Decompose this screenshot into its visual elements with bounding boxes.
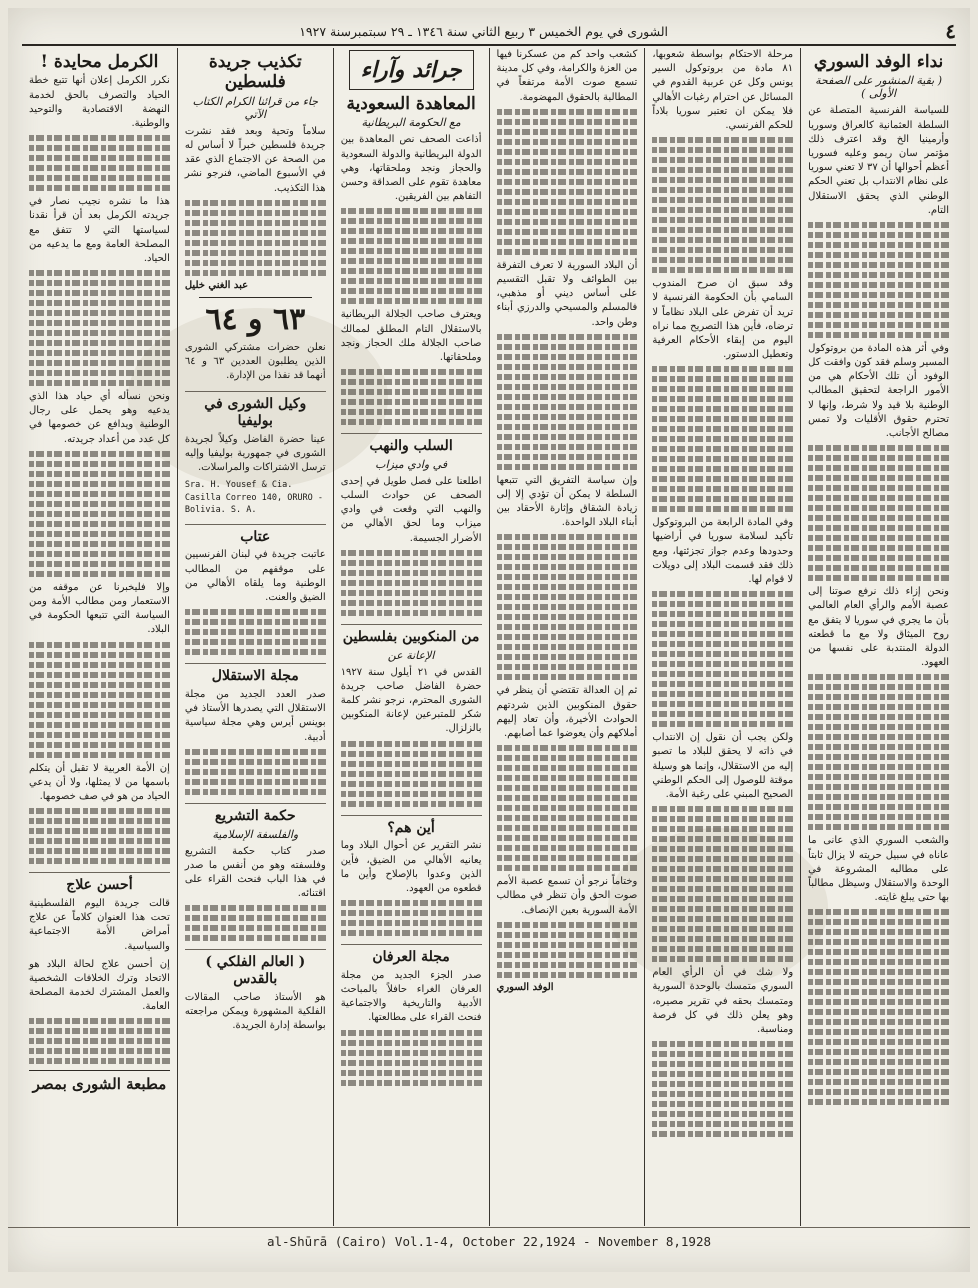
- article-title: تكذيب جريدة فلسطين: [208, 52, 302, 93]
- page-number: ٤: [945, 19, 956, 43]
- text-block: [341, 208, 482, 304]
- article-title: عتاب: [185, 524, 326, 546]
- article-title: من المنكوبين بفلسطين: [341, 624, 482, 646]
- article-paragraph: وفي المادة الرابعة من البروتوكول تأكيد لسلامة سوريا في أراضيها وحدودها وعدم جواز تجزئتها، ومع ذلك فقد قسمت البلاد إلى دويلات لا قوام لها.: [652, 517, 794, 585]
- article-title: أحسن علاج: [29, 872, 170, 894]
- column-3: [489, 48, 645, 1226]
- article-paragraph: وإلا فليخبرنا عن موقفه من الاستعمار ومن مطالب الأمة ومن السياسة التي تتبعها الحكومة في البلاد.: [29, 581, 170, 636]
- article-subtitle: ( بقية المنشور على الصفحة الأولى ): [815, 74, 943, 101]
- article-paragraph: وختاماً نرجو أن تسمع عصبة الأمم صوت الحق وأن تنظر في مطالب الأمة السورية بعين الإنصاف.: [496, 876, 638, 916]
- article-title: الكرمل محايدة !: [40, 52, 159, 72]
- text-block: [808, 674, 949, 830]
- article-title: حكمة التشريع: [185, 803, 326, 825]
- text-block: [29, 1018, 170, 1064]
- article-paragraph: صدر الجزء الجديد من مجلة العرفان الغراء حافلاً بالمباحث الأدبية والتاريخية والاجتماعية فنحث القراء على مطالعتها.: [340, 969, 482, 1024]
- column-1: [800, 48, 956, 1226]
- article-title: مجلة الاستقلال: [185, 663, 326, 685]
- text-block: [29, 270, 170, 386]
- article-subtitle: الإعانة عن: [387, 648, 435, 662]
- text-block: [652, 1041, 793, 1137]
- text-block: [497, 109, 638, 255]
- article-title: السلب والنهب: [341, 433, 482, 455]
- text-block: [808, 445, 949, 581]
- text-block: [652, 591, 793, 727]
- article-paragraph: ويعترف صاحب الجلالة البريطانية بالاستقلال التام المطلق لممالك صاحب الجلالة ملك الحجاز ونجد وملحقاتها.: [340, 309, 482, 363]
- article-paragraph: أن البلاد السورية لا تعرف التفرقة بين الطوائف ولا تقبل التقسيم على أساس ديني أو مذهبي، فالمسلم والمسيحي والدرزي أبناء وطن واحد.: [496, 259, 638, 328]
- text-block: [29, 808, 170, 864]
- masthead: [22, 18, 956, 46]
- text-block: [29, 642, 170, 758]
- article-title: نداء الوفد السوري: [813, 52, 944, 72]
- text-block: [185, 609, 326, 655]
- text-block: [497, 534, 638, 680]
- article-subtitle: جاء من قرائنا الكرام الكتاب الآتي: [192, 94, 319, 121]
- article-paragraph: عاتبت جريدة في لبنان الفرنسيين على موقفهم من المطالب الوطنية وما يلقاه الأهالي من الضيق والعنت.: [184, 549, 326, 603]
- text-block: [341, 741, 482, 807]
- article-paragraph: أذاعت الصحف نص المعاهدة بين الدولة البريطانية والدولة السعودية والحجاز ونجد وملحقاتها، وهي معاهدة تقوم على الصداقة وحسن التفاهم بين الفريقين.: [340, 134, 482, 203]
- article-title: مجلة العرفان: [341, 944, 482, 966]
- column-5: [177, 48, 333, 1226]
- text-block: [341, 900, 482, 936]
- article-paragraph: ولكن يجب أن نقول إن الانتداب في ذاته لا يحقق للبلاد ما تصبو إليه من الاستقلال، وإنما هو وسيلة موقتة للوصول إلى الحكم الوطني الصحيح المبني على رغبة الأمة.: [652, 732, 794, 800]
- article-paragraph: هذا ما نشره نجيب نصار في جريدته الكرمل بعد أن قرأ نقدنا لسياستها التي لا تتفق مع المصلحة العامة ومع ما يدعيه من الحياد.: [29, 196, 170, 264]
- article-paragraph: نعلن حضرات مشتركي الشورى الذين يطلبون العددين ٦٣ و ٦٤ أنهما قد نفذا من الإدارة.: [184, 341, 326, 382]
- article-subtitle: مع الحكومة البريطانية: [361, 116, 461, 130]
- article-title: أين هم؟: [341, 815, 482, 837]
- newspaper-page: [8, 8, 970, 1272]
- article-paragraph: قالت جريدة اليوم الفلسطينية تحت هذا العنوان كلاماً عن علاج أمراض الأمة الاجتماعية والسياسية.: [29, 897, 170, 952]
- printer-imprint: مطبعة الشورى بمصر: [29, 1070, 170, 1093]
- text-block: [808, 909, 949, 1105]
- article-paragraph: صدر كتاب حكمة التشريع وفلسفته وهو من أنفس ما صدر في هذا الباب فنحث القراء على اقتنائه.: [184, 845, 326, 900]
- divider: [199, 297, 312, 298]
- text-block: [185, 905, 326, 941]
- archive-footer: al-Shūrā (Cairo) Vol.1-4, October 22,1924 - November 8,1928: [8, 1227, 970, 1258]
- column-6: [22, 48, 177, 1226]
- text-block: [341, 1030, 482, 1086]
- text-block: [497, 922, 638, 978]
- article-paragraph: نشر التقرير عن أحوال البلاد وما يعانيه الأهالي من الضيق، فأين الذين وعدوا بالإصلاح وأين ما قطعوه من العهود.: [340, 840, 482, 894]
- article-paragraph: ثم إن العدالة تقتضي أن ينظر في حقوق المنكوبين الذين شردتهم الحوادث الأخيرة، وأن تعاد إليهم أملاكهم وأن يعوضوا عما أصابهم.: [496, 685, 638, 739]
- article-paragraph: كشعب واحد كم من عسكرنا فيها من العزة والكرامة، وفي كل مدينة تسمع صوت الأمة مرتفعاً في المطالبة بالحقوق المهضومة.: [496, 49, 638, 103]
- article-paragraph: للسياسة الفرنسية المتصلة عن السلطة العثمانية كالعراق وسوريا وأرمينيا الخ وقد اعترف ذلك مؤتمر سان ريمو وعليه فسوريا أعظم أحوالها أن ٣٧ لا تعني سوريا على نظام الانتداب بل تعني الحكم الوطني الذي يحقق الاستقلال التام.: [808, 105, 950, 216]
- article-paragraph: إن أحسن علاج لحالة البلاد هو الاتحاد وترك الخلافات الشخصية والعمل المشترك لخدمة المصلحة العامة.: [29, 958, 170, 1013]
- section-logo: جرائد وآراء: [349, 50, 474, 90]
- column-2: [644, 48, 800, 1226]
- text-block: [652, 366, 793, 512]
- article-paragraph: سلاماً وتحية وبعد فقد نشرت جريدة فلسطين خبراً لا أساس له من الصحة عن الاجتماع الذي عقد في الأسبوع الماضي، فنرجو نشر هذا التكذيب.: [184, 125, 326, 194]
- article-signature: عبد الغني خليل: [184, 279, 249, 291]
- article-title: ( العالم الفلكي ) بالقدس: [185, 949, 326, 988]
- text-block: [341, 369, 482, 425]
- text-block: [652, 806, 793, 962]
- article-paragraph: هو الأستاذ صاحب المقالات الفلكية المشهورة ويمكن مراجعته بواسطة إدارة الجريدة.: [184, 991, 326, 1032]
- text-block: [185, 749, 326, 795]
- issue-date-line: الشورى في يوم الخميس ٣ ربيع الثاني سنة ١٣٤٦ ـ ٢٩ سبتمبرسنة ١٩٢٧: [299, 23, 669, 39]
- text-block: [29, 451, 170, 577]
- text-block: [341, 550, 482, 616]
- article-paragraph: وفي أثر هذه المادة من بروتوكول المسير وسلم فقد كون وافقت كل الوفود أن تلك الأحكام هي من الأمور الراجعة لتحقيق المطالب الوطنية بلا قيد ولا شرط، وإنها لا تحترم حقوق الأقليات ولا تمس مصالح الأجانب.: [808, 342, 949, 440]
- text-block: [497, 745, 638, 871]
- agent-address: Sra. H. Yousef & Cia. Casilla Correo 140, ORURO - Bolivia. S. A.: [184, 480, 324, 515]
- article-paragraph: والشعب السوري الذي عانى ما عاناه في سبيل حريته لا يزال ثابتاً على مطالبه المشروعة في الوحدة والاستقلال وسيظل مطالباً بها حتى يبلغ غايته.: [808, 835, 949, 904]
- text-block: [497, 334, 638, 470]
- article-paragraph: ونحن نسأله أي حياد هذا الذي يدعيه وهو يحمل على رجال الوطنية ويدافع عن خصومها في كل عدد من أعداد جريدته.: [29, 391, 170, 445]
- text-block: [29, 135, 170, 191]
- article-paragraph: نكرر الكرمل إعلان أنها تتبع خطة الحياد والتصرف بالحق لخدمة النهضة الاقتصادية والتوحيد والوطنية.: [29, 75, 170, 129]
- text-block: [652, 137, 793, 273]
- article-paragraph: ونحن إزاء ذلك نرفع صوتنا إلى عصبة الأمم والرأي العام العالمي بأن ما يجري في سوريا لا يتفق مع روح الميثاق ولا مع ما قطعته الدولة المنتدبة على نفسها من العهود.: [808, 586, 949, 669]
- article-paragraph: صدر العدد الجديد من مجلة الاستقلال التي يصدرها الأستاذ في بوينس أيرس وهي مجلة سياسية أدبية.: [184, 688, 326, 743]
- article-paragraph: عينا حضرة الفاضل وكيلاً لجريدة الشورى في جمهورية بوليفيا وإليه ترسل الاشتراكات والمراسلات.: [184, 433, 326, 474]
- columns: [22, 48, 956, 1226]
- article-paragraph: وإن سياسة التفريق التي تتبعها السلطة لا يمكن أن تؤدي إلا إلى زيادة الشقاق وإثارة الأحقاد بين أبناء البلاد الواحدة.: [496, 474, 638, 529]
- article-subtitle: في وادي ميزاب: [375, 457, 448, 471]
- article-paragraph: مرحلة الاحتكام بواسطة شعوبها، ٨١ مادة من بروتوكول السير يونس وكل عن عربية القدوم في المسائل عن احترام رغبات الأهالي فلا يمكن ان تعتبر سوريا بلاداً للحكم الفرنسي.: [652, 49, 794, 131]
- article-paragraph: اطلعنا على فصل طويل في إحدى الصحف عن حوادث السلب والنهب التي وقعت في وادي ميزاب وما لحق الأهالي من الأضرار الجسيمة.: [340, 475, 482, 544]
- article-subtitle: والفلسفة الإسلامية: [212, 827, 299, 841]
- text-block: [808, 222, 949, 338]
- article-paragraph: القدس في ٢١ أيلول سنة ١٩٢٧ حضرة الفاضل صاحب جريدة الشورى المحترم، نرجو نشر كلمة شكر للمتبرعين لإعانة المنكوبين بالزلزال.: [340, 666, 482, 735]
- column-4: [333, 48, 489, 1226]
- text-block: [185, 200, 326, 276]
- article-title: وكيل الشورى في بوليفيا: [185, 391, 326, 430]
- article-signature: الوفد السوري: [496, 981, 554, 993]
- article-title: المعاهدة السعودية: [346, 94, 476, 114]
- article-paragraph: إن الأمة العربية لا تقبل أن يتكلم باسمها من لا يمثلها، ولا أن يدعي الحياد من هو في صف خصومها.: [29, 762, 170, 802]
- article-paragraph: وقد سبق ان صرح المندوب السامي بأن الحكومة الفرنسية لا تريد أن تفرض على البلاد نظاماً لا ترضاه، فأين هذا التصريح مما نراه اليوم من إبقاء الأحكام العرفية وتعطيل الدستور.: [652, 278, 794, 361]
- article-paragraph: ولا شك في أن الرأي العام السوري متمسك بالوحدة السورية ومتمسك بحقه في تقرير مصيره، وهو يعلن ذلك في كل فرصة ومناسبة.: [652, 967, 794, 1035]
- issue-numbers: ٦٣ و ٦٤: [205, 301, 306, 337]
